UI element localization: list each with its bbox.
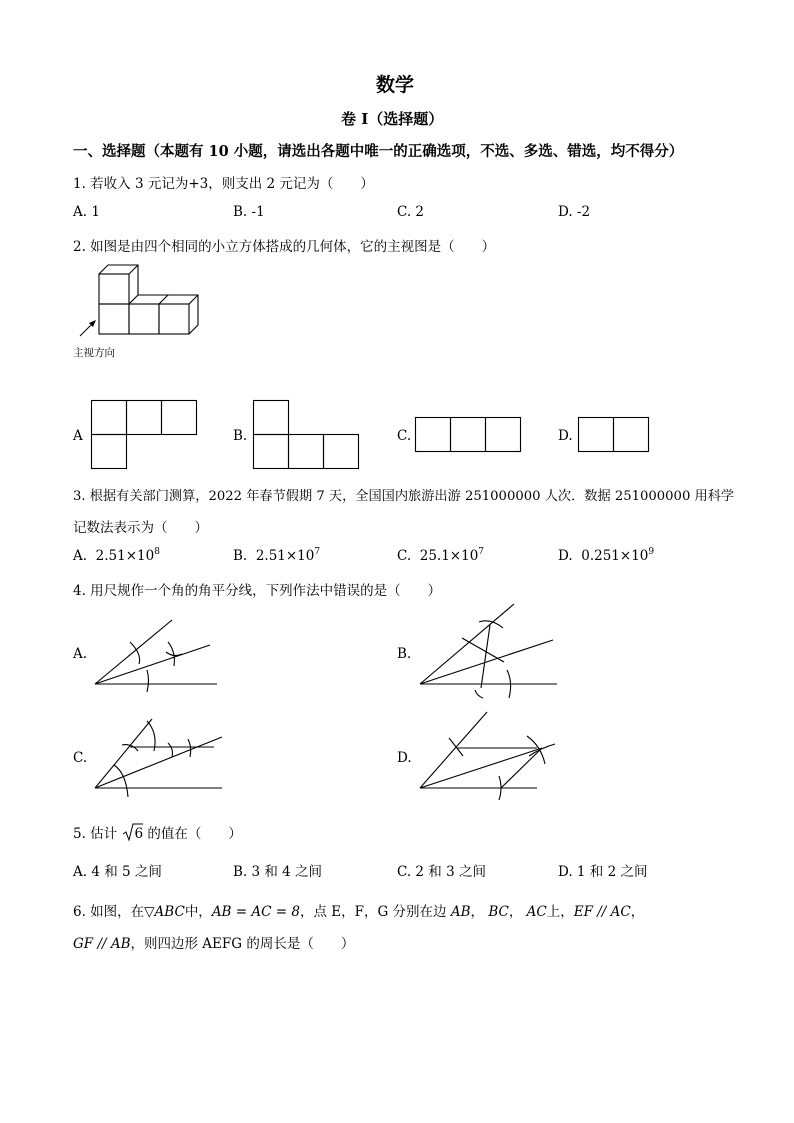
q2-option-c-figure <box>415 417 521 453</box>
q2-option-c-label: C. <box>397 428 412 444</box>
q4-option-c-label: C. <box>73 750 88 766</box>
q6-line1-a: 6. 如图，在 <box>73 904 145 920</box>
q3-stem-line1: 3. 根据有关部门测算，2022 年春节假期 7 天，全国国内旅游出游 251000000 人次．数据 251000000 用科学 <box>73 489 735 504</box>
q2-option-b-figure <box>253 400 359 470</box>
q3-option-a-value: 2.51×10 <box>95 548 155 564</box>
q3-option-b-value: 2.51×10 <box>255 548 315 564</box>
q3-option-b-label: B. <box>233 548 248 564</box>
q4-option-b-label: B. <box>397 646 412 662</box>
q3-option-c-value: 25.1×10 <box>419 548 479 564</box>
paper-subtitle: 卷 I（选择题） <box>341 110 444 128</box>
q2-stem: 2. 如图是由四个相同的小立方体搭成的几何体，它的主视图是（ ） <box>73 239 496 255</box>
q3-option-d <box>558 548 654 564</box>
q4-option-c-figure <box>92 715 227 800</box>
q3-option-c-exp: 7 <box>478 547 485 557</box>
q1-option-b: B. -1 <box>233 204 265 220</box>
q1-option-d: D. -2 <box>558 204 591 220</box>
q5-option-c: C. 2 和 3 之间 <box>397 864 486 880</box>
q6-line2 <box>73 932 354 952</box>
q6-side-ac: AC <box>526 904 547 920</box>
q1-stem: 1. 若收入 3 元记为+3，则支出 2 元记为（ ） <box>73 176 374 192</box>
q4-option-a-figure <box>92 612 222 694</box>
q5-option-b: B. 3 和 4 之间 <box>233 864 323 880</box>
q3-option-d-label: D. <box>558 548 573 564</box>
q5-stem-suffix: 的值在（ ） <box>147 826 242 842</box>
q4-stem: 4. 用尺规作一个角的角平分线，下列作法中错误的是（ ） <box>73 583 442 599</box>
q3-option-d-exp: 9 <box>648 547 655 557</box>
q4-option-a-label: A. <box>73 646 88 662</box>
q5-sqrt <box>123 826 143 842</box>
q2-option-a-label: A <box>73 428 83 444</box>
q5-stem <box>73 822 242 842</box>
q3-option-c-label: C. <box>397 548 412 564</box>
q6-triangle: ▽ABC <box>144 904 185 920</box>
q6-line1-c: ，点 E，F，G 分别在边 <box>299 904 447 920</box>
q1-option-c: C. 2 <box>397 204 425 220</box>
q5-stem-prefix: 5. 估计 <box>73 826 118 842</box>
page-title: 数学 <box>376 74 415 96</box>
q2-view-caption: 主视方向 <box>73 347 115 359</box>
q3-option-a <box>73 548 160 564</box>
section-heading: 一、选择题（本题有 10 小题，请选出各题中唯一的正确选项，不选、多选、错选，均不得分） <box>73 143 684 160</box>
q1-option-a: A. 1 <box>73 204 100 220</box>
q3-option-a-exp: 8 <box>154 547 160 557</box>
q2-option-d-label: D. <box>558 428 573 444</box>
q3-option-a-label: A. <box>73 548 88 564</box>
q3-option-b-exp: 7 <box>314 547 321 557</box>
q4-option-d-figure <box>417 708 562 803</box>
q6-side-ab: AB <box>450 904 471 920</box>
q2-option-a-figure <box>91 400 197 470</box>
q5-radicand: 6 <box>134 826 144 842</box>
q5-option-d: D. 1 和 2 之间 <box>558 864 648 880</box>
q6-equality: AB = AC = 8 <box>211 904 300 920</box>
q6-line2-rest: ，则四边形 AEFG 的周长是（ ） <box>130 936 355 952</box>
q2-option-b-label: B. <box>233 428 248 444</box>
q3-option-d-value: 0.251×10 <box>581 548 649 564</box>
q3-option-b <box>233 548 320 564</box>
radical-sign-icon <box>123 823 143 843</box>
q4-option-d-label: D. <box>397 750 412 766</box>
q3-stem-line2: 记数法表示为（ ） <box>73 520 208 536</box>
q6-line1-b: 中， <box>184 904 212 920</box>
q6-line1: 6. 如图，在▽ABC中，AB = AC = 8，点 E，F，G 分别在边 AB， BC， AC上，EF // AC， <box>73 904 645 920</box>
q6-parallel-2: GF // AB <box>73 936 131 952</box>
q4-option-b-figure <box>417 600 562 700</box>
q6-parallel-1: EF // AC <box>573 904 631 920</box>
q3-option-c <box>397 548 484 564</box>
q5-option-a: A. 4 和 5 之间 <box>73 864 162 880</box>
q6-line1-d: 上， <box>546 904 574 920</box>
q2-option-d-figure <box>578 417 650 453</box>
q2-cube-figure <box>70 262 210 342</box>
q6-side-bc: BC <box>488 904 509 920</box>
